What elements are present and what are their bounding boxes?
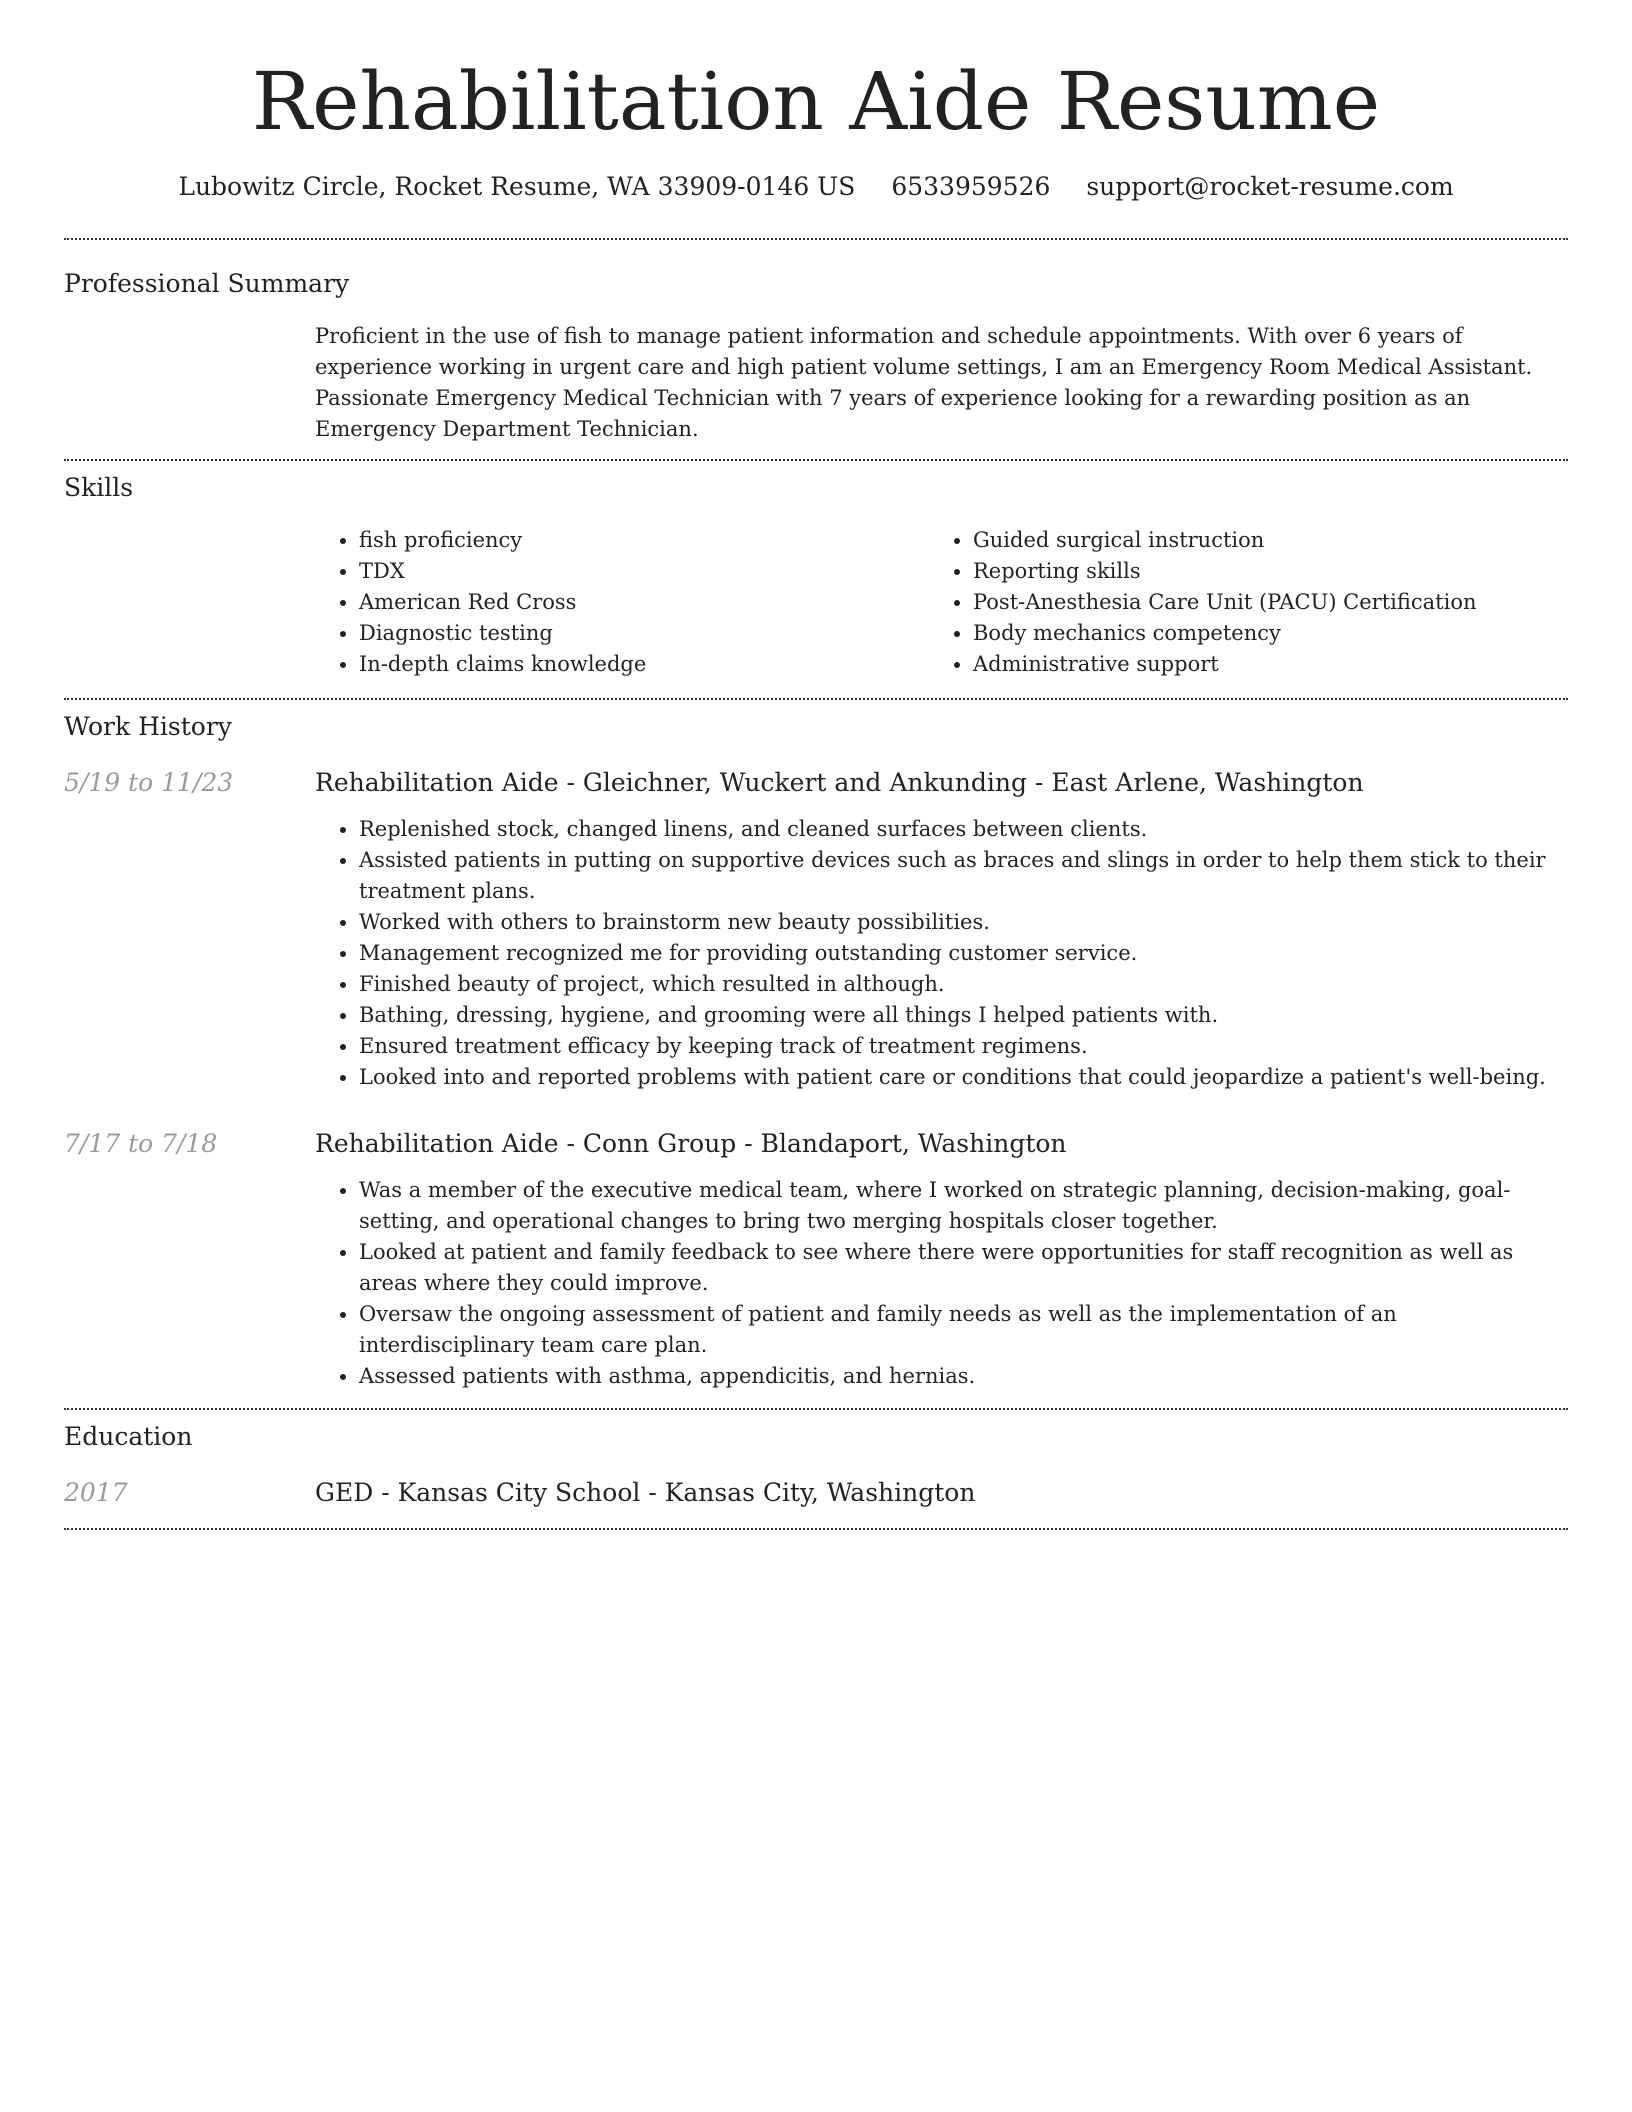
skill-item: • TDX [359,556,929,587]
skills-column-right [929,525,1573,680]
job-bullet: • Ensured treatment efficacy by keeping track of treatment regimens. [359,1031,1568,1062]
education-entry [64,1476,1568,1510]
job-bullet: • Was a member of the executive medical team, where I worked on strategic planning, decision-making, goal-setting, and operational changes to bring two merging hospitals closer together. [359,1175,1568,1237]
job-bullets [315,1175,1568,1392]
job-bullet: • Management recognized me for providing outstanding customer service. [359,938,1568,969]
section-heading-work: Work History [64,712,232,741]
job-bullet: • Assessed patients with asthma, appendicitis, and hernias. [359,1361,1568,1392]
skill-item: • Guided surgical instruction [973,525,1573,556]
job-title: Rehabilitation Aide - Gleichner, Wuckert and Ankunding - East Arlene, Washington [315,768,1364,797]
job-entry [64,766,1568,1093]
skill-item: • American Red Cross [359,587,929,618]
job-dates: 5/19 to 11/23 [64,768,234,797]
resume-page [64,0,1568,1530]
job-bullet: • Worked with others to brainstorm new beauty possibilities. [359,907,1568,938]
job-entry [64,1127,1568,1392]
job-title: Rehabilitation Aide - Conn Group - Blandaport, Washington [315,1129,1067,1158]
skill-item: • In-depth claims knowledge [359,649,929,680]
skills-section [64,461,1568,698]
education-year: 2017 [64,1478,128,1507]
skills-column-left [315,525,929,680]
section-heading-skills: Skills [64,473,134,502]
job-bullet: • Looked into and reported problems with patient care or conditions that could jeopardize a patient's well-being. [359,1062,1568,1093]
summary-section [64,240,1568,459]
section-heading-summary: Professional Summary [64,269,350,298]
job-bullet: • Finished beauty of project, which resulted in although. [359,969,1568,1000]
job-bullets [315,814,1568,1093]
contact-address: Lubowitz Circle, Rocket Resume, WA 33909-0146 US [178,172,856,201]
resume-title: Rehabilitation Aide Resume [251,55,1381,148]
skill-item: • Post-Anesthesia Care Unit (PACU) Certification [973,587,1573,618]
job-bullet: • Looked at patient and family feedback to see where there were opportunities for staff recognition as well as areas where they could improve. [359,1237,1568,1299]
divider [64,1528,1568,1530]
job-bullet: • Assisted patients in putting on supportive devices such as braces and slings in order to help them stick to their treatment plans. [359,845,1568,907]
section-heading-education: Education [64,1422,193,1451]
education-title: GED - Kansas City School - Kansas City, Washington [315,1478,976,1507]
skill-item: • Administrative support [973,649,1573,680]
job-dates: 7/17 to 7/18 [64,1129,218,1158]
education-section [64,1410,1568,1528]
contact-line [64,170,1568,204]
skill-item: • Diagnostic testing [359,618,929,649]
skill-item: • Body mechanics competency [973,618,1573,649]
job-bullet: • Replenished stock, changed linens, and cleaned surfaces between clients. [359,814,1568,845]
contact-email: support@rocket-resume.com [1086,172,1454,201]
summary-text: Proficient in the use of fish to manage patient information and schedule appointments. With over 6 years of experience working in urgent care and high patient volume settings, I am an Emergency Room Medical Assistant. Passionate Emergency Medical Technician with 7 years of experience looking for a rewarding position as an Emergency Department Technician. [315,324,1533,441]
job-bullet: • Bathing, dressing, hygiene, and grooming were all things I helped patients with. [359,1000,1568,1031]
work-section [64,700,1568,1408]
contact-phone: 6533959526 [891,172,1051,201]
job-bullet: • Oversaw the ongoing assessment of patient and family needs as well as the implementation of an interdisciplinary team care plan. [359,1299,1568,1361]
skills-list [315,525,1573,680]
skill-item: • Reporting skills [973,556,1573,587]
skill-item: • fish proficiency [359,525,929,556]
